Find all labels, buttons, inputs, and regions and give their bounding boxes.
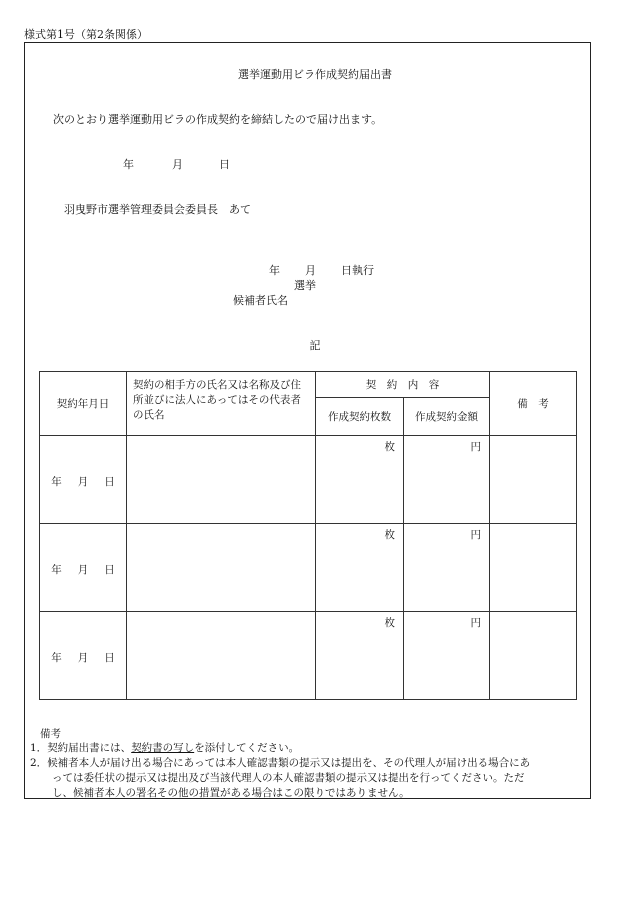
note-2-line-2: っては委任状の提示又は提出及び当該代理人の本人確認書類の提示又は提出を行ってください。ただ <box>52 772 525 784</box>
row-year-label: 年 <box>51 564 62 576</box>
table-row <box>40 524 577 612</box>
candidate-name-label: 候補者氏名 <box>233 294 288 307</box>
addressee: 羽曳野市選挙管理委員会委員長 あて <box>64 203 251 216</box>
row-party-cell[interactable] <box>127 612 316 700</box>
row-party-cell[interactable] <box>127 436 316 524</box>
notes-heading: 備考 <box>40 728 61 740</box>
election-name-label: 選挙 <box>294 279 316 292</box>
count-unit-label: 枚 <box>384 441 395 453</box>
note-2-number: 2． <box>30 757 48 769</box>
amount-unit-label: 円 <box>470 529 481 541</box>
note-1-text-pre: 契約届出書には、 <box>47 742 132 754</box>
row-month-label: 月 <box>77 564 89 576</box>
election-month-label: 月 <box>305 264 316 277</box>
election-day-exec-label: 日執行 <box>341 264 374 277</box>
row-amount-cell[interactable] <box>404 436 490 524</box>
count-unit-label: 枚 <box>384 617 395 629</box>
row-year-label: 年 <box>51 652 62 664</box>
header-remarks: 備 考 <box>490 372 577 436</box>
row-day-label: 日 <box>104 652 115 664</box>
ki-heading: 記 <box>309 339 321 352</box>
election-year-label: 年 <box>269 264 280 277</box>
row-amount-cell[interactable] <box>404 612 490 700</box>
header-contract-contents: 契 約 内 容 <box>316 372 490 398</box>
header-count: 作成契約枚数 <box>316 398 404 436</box>
note-1 <box>30 741 299 756</box>
count-unit-label: 枚 <box>384 529 395 541</box>
table-row <box>40 436 577 524</box>
row-remarks-cell[interactable] <box>490 612 577 700</box>
header-party: 契約の相手方の氏名又は名称及び住所並びに法人にあってはその代表者の氏名 <box>127 372 316 436</box>
amount-unit-label: 円 <box>470 617 481 629</box>
row-count-cell[interactable] <box>316 436 404 524</box>
row-remarks-cell[interactable] <box>490 524 577 612</box>
document-title: 選挙運動用ビラ作成契約届出書 <box>238 68 392 81</box>
row-count-cell[interactable] <box>316 524 404 612</box>
submission-month-label: 月 <box>172 158 183 171</box>
contract-table <box>39 371 577 700</box>
intro-text: 次のとおり選挙運動用ビラの作成契約を締結したので届け出ます。 <box>53 113 383 126</box>
row-date-cell[interactable] <box>40 436 127 524</box>
note-2-line-1 <box>30 756 530 771</box>
row-day-label: 日 <box>104 564 115 576</box>
row-month-label: 月 <box>77 652 89 664</box>
note-1-number: 1． <box>30 742 48 754</box>
submission-year-label: 年 <box>123 158 134 171</box>
note-1-text-post: を添付してください。 <box>194 742 300 754</box>
row-year-label: 年 <box>51 476 62 488</box>
row-count-cell[interactable] <box>316 612 404 700</box>
row-remarks-cell[interactable] <box>490 436 577 524</box>
row-party-cell[interactable] <box>127 524 316 612</box>
table-row <box>40 612 577 700</box>
header-contract-date: 契約年月日 <box>40 372 127 436</box>
row-amount-cell[interactable] <box>404 524 490 612</box>
row-month-label: 月 <box>77 476 89 488</box>
row-day-label: 日 <box>104 476 115 488</box>
form-number: 様式第1号（第2条関係） <box>24 28 148 41</box>
note-1-underlined-text: 契約書の写し <box>131 742 195 754</box>
note-2-text-line-1: 候補者本人が届け出る場合にあっては本人確認書類の提示又は提出を、その代理人が届け出る場合にあ <box>47 757 531 769</box>
note-2-line-3: し、候補者本人の署名その他の措置がある場合はこの限りではありません。 <box>52 787 410 799</box>
amount-unit-label: 円 <box>470 441 481 453</box>
submission-day-label: 日 <box>219 158 230 171</box>
row-date-cell[interactable] <box>40 524 127 612</box>
header-amount: 作成契約金額 <box>404 398 490 436</box>
row-date-cell[interactable] <box>40 612 127 700</box>
